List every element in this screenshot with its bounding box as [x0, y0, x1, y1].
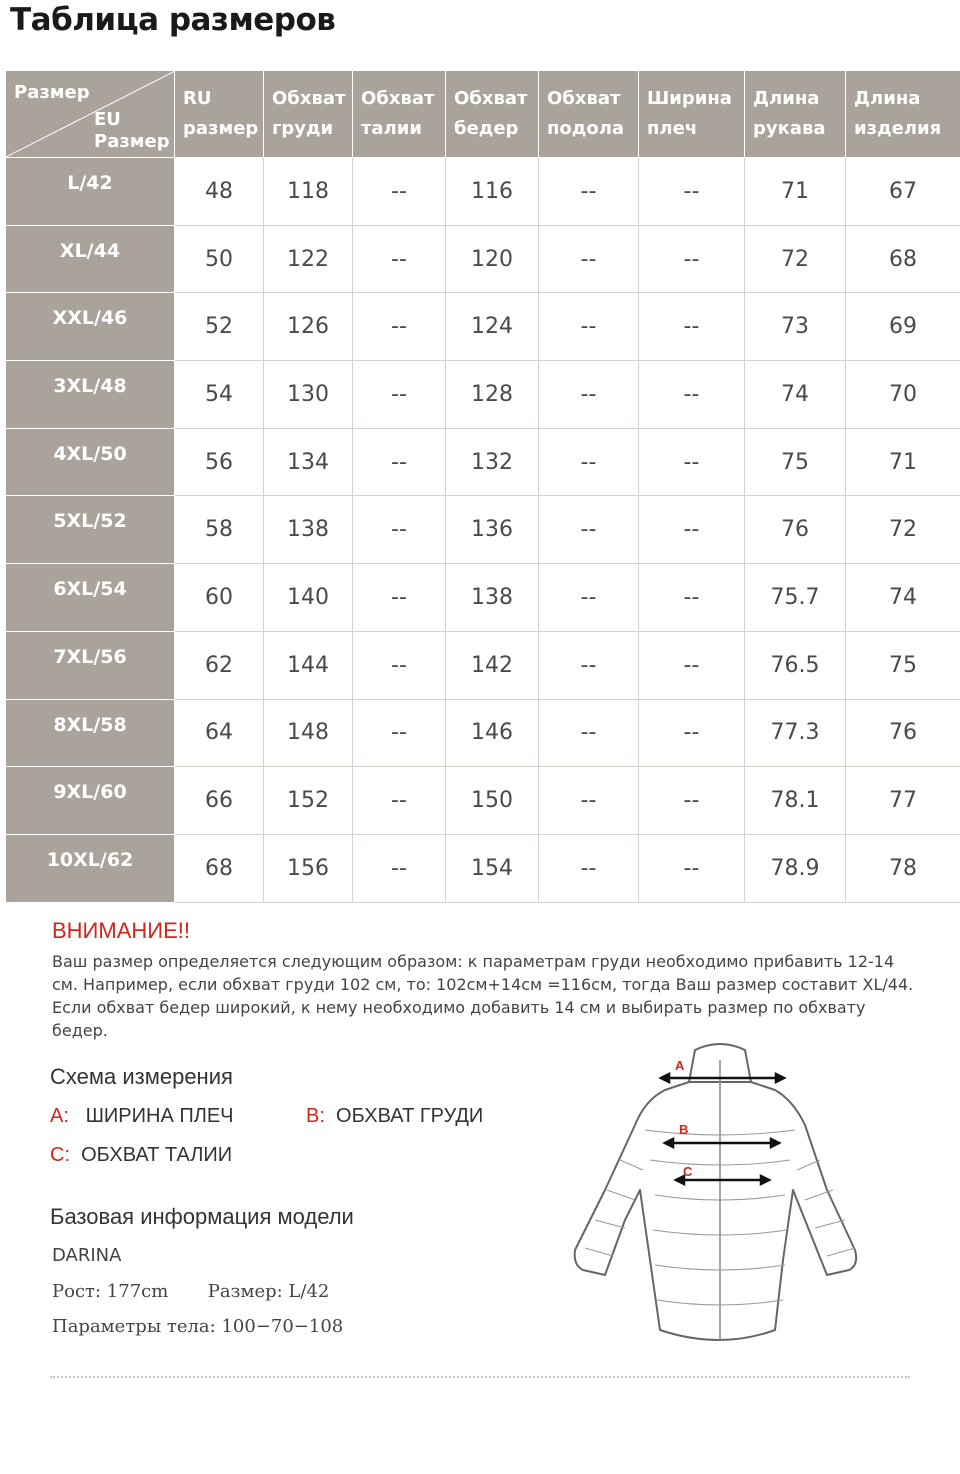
- table-row: [6, 361, 960, 429]
- shoulder-cell: --: [639, 225, 745, 293]
- model-title: Базовая информация модели: [50, 1204, 354, 1229]
- arrow-b-head-right: [771, 1139, 779, 1147]
- notice-block: [52, 918, 932, 1042]
- sleeve-cell: 71: [745, 158, 846, 226]
- table-row: [6, 158, 960, 226]
- arrow-a-head-right: [776, 1074, 784, 1082]
- sleeve-cell: 78.9: [745, 834, 846, 902]
- model-name: DARINA: [52, 1245, 122, 1266]
- hem-cell: --: [539, 428, 639, 496]
- table-row: [6, 834, 960, 902]
- chest-cell: 118: [264, 158, 353, 226]
- jacket-outline: [575, 1082, 856, 1340]
- header-hips: Обхват бедер: [446, 71, 539, 158]
- hem-cell: --: [539, 834, 639, 902]
- legend-b-label: ОБХВАТ ГРУДИ: [336, 1105, 484, 1127]
- hips-cell: 136: [446, 496, 539, 564]
- legend-c-letter: C:: [50, 1144, 70, 1166]
- size-cell: 7XL/56: [6, 631, 175, 699]
- hips-cell: 154: [446, 834, 539, 902]
- chest-cell: 156: [264, 834, 353, 902]
- hem-cell: --: [539, 564, 639, 632]
- params-value: 100−70−108: [221, 1316, 344, 1337]
- ru-cell: 48: [175, 158, 264, 226]
- chest-cell: 152: [264, 767, 353, 835]
- scheme-title: Схема измерения: [50, 1064, 233, 1089]
- length-cell: 68: [846, 225, 960, 293]
- shoulder-cell: --: [639, 631, 745, 699]
- size-cell: 6XL/54: [6, 564, 175, 632]
- legend-c-label: ОБХВАТ ТАЛИИ: [81, 1144, 233, 1166]
- size-cell: XXL/46: [6, 293, 175, 361]
- hips-cell: 150: [446, 767, 539, 835]
- sleeve-cell: 77.3: [745, 699, 846, 767]
- hips-cell: 132: [446, 428, 539, 496]
- table-row: [6, 225, 960, 293]
- chest-cell: 130: [264, 361, 353, 429]
- hem-cell: --: [539, 158, 639, 226]
- jacket-diagram: [565, 1030, 865, 1350]
- header-hem: Обхват подола: [539, 71, 639, 158]
- sleeve-cell: 78.1: [745, 767, 846, 835]
- header-length: Длина изделия: [846, 71, 960, 158]
- table-row: [6, 631, 960, 699]
- size-cell: 5XL/52: [6, 496, 175, 564]
- ru-cell: 62: [175, 631, 264, 699]
- size-cell: 8XL/58: [6, 699, 175, 767]
- chest-cell: 140: [264, 564, 353, 632]
- waist-cell: --: [353, 631, 446, 699]
- waist-cell: --: [353, 428, 446, 496]
- waist-cell: --: [353, 293, 446, 361]
- legend-a-label: ШИРИНА ПЛЕЧ: [85, 1105, 234, 1127]
- length-cell: 78: [846, 834, 960, 902]
- size-cell: 9XL/60: [6, 767, 175, 835]
- hips-cell: 128: [446, 361, 539, 429]
- ru-cell: 68: [175, 834, 264, 902]
- length-cell: 72: [846, 496, 960, 564]
- length-cell: 76: [846, 699, 960, 767]
- ru-cell: 64: [175, 699, 264, 767]
- model-params: [52, 1316, 343, 1337]
- marker-a: A: [675, 1058, 685, 1073]
- arrow-c-head-right: [761, 1176, 769, 1184]
- page-title: Таблица размеров: [10, 2, 336, 38]
- sleeve-quilt-right: [797, 1160, 855, 1256]
- shoulder-cell: --: [639, 496, 745, 564]
- chest-cell: 144: [264, 631, 353, 699]
- hips-cell: 138: [446, 564, 539, 632]
- length-cell: 74: [846, 564, 960, 632]
- shoulder-cell: --: [639, 699, 745, 767]
- shoulder-cell: --: [639, 293, 745, 361]
- legend-a-letter: A:: [50, 1105, 69, 1127]
- table-row: [6, 293, 960, 361]
- hem-cell: --: [539, 361, 639, 429]
- header-eu-label: EU Размер: [94, 109, 170, 152]
- table-header-row: [6, 71, 960, 158]
- sleeve-cell: 73: [745, 293, 846, 361]
- ru-cell: 56: [175, 428, 264, 496]
- legend-c: [50, 1144, 232, 1167]
- hips-cell: 120: [446, 225, 539, 293]
- length-cell: 75: [846, 631, 960, 699]
- legend-b: [306, 1105, 483, 1128]
- chest-cell: 134: [264, 428, 353, 496]
- waist-cell: --: [353, 158, 446, 226]
- size-cell: XL/44: [6, 225, 175, 293]
- table-row: [6, 428, 960, 496]
- chest-cell: 148: [264, 699, 353, 767]
- bottom-divider: [50, 1376, 910, 1378]
- waist-cell: --: [353, 225, 446, 293]
- sleeve-cell: 76: [745, 496, 846, 564]
- header-size-label: Размер: [14, 82, 90, 103]
- ru-cell: 52: [175, 293, 264, 361]
- marker-b: B: [679, 1122, 689, 1137]
- ru-cell: 54: [175, 361, 264, 429]
- shoulder-cell: --: [639, 834, 745, 902]
- ru-cell: 66: [175, 767, 264, 835]
- hem-cell: --: [539, 293, 639, 361]
- chest-cell: 138: [264, 496, 353, 564]
- hem-cell: --: [539, 699, 639, 767]
- length-cell: 67: [846, 158, 960, 226]
- sleeve-cell: 74: [745, 361, 846, 429]
- waist-cell: --: [353, 496, 446, 564]
- hem-cell: --: [539, 767, 639, 835]
- waist-cell: --: [353, 834, 446, 902]
- hem-cell: --: [539, 225, 639, 293]
- height-value: 177cm: [106, 1281, 169, 1302]
- params-label: Параметры тела:: [52, 1316, 216, 1337]
- header-waist: Обхват талии: [353, 71, 446, 158]
- table-row: [6, 564, 960, 632]
- ru-cell: 50: [175, 225, 264, 293]
- hips-cell: 146: [446, 699, 539, 767]
- hips-cell: 124: [446, 293, 539, 361]
- size-cell: 10XL/62: [6, 834, 175, 902]
- table-row: [6, 767, 960, 835]
- sleeve-cell: 75.7: [745, 564, 846, 632]
- waist-cell: --: [353, 699, 446, 767]
- marker-c: C: [683, 1164, 693, 1179]
- height-label: Рост:: [52, 1281, 102, 1302]
- header-sleeve: Длина рукава: [745, 71, 846, 158]
- size-cell: 3XL/48: [6, 361, 175, 429]
- length-cell: 71: [846, 428, 960, 496]
- shoulder-cell: --: [639, 564, 745, 632]
- table-row: [6, 496, 960, 564]
- waist-cell: --: [353, 767, 446, 835]
- table-row: [6, 699, 960, 767]
- size-table: [5, 70, 960, 903]
- chest-cell: 126: [264, 293, 353, 361]
- sleeve-quilt-left: [585, 1160, 643, 1256]
- arrow-a-head-left: [661, 1074, 669, 1082]
- hips-cell: 142: [446, 631, 539, 699]
- shoulder-cell: --: [639, 158, 745, 226]
- shoulder-cell: --: [639, 428, 745, 496]
- size-cell: L/42: [6, 158, 175, 226]
- length-cell: 70: [846, 361, 960, 429]
- waist-cell: --: [353, 361, 446, 429]
- sleeve-cell: 72: [745, 225, 846, 293]
- notice-text: Ваш размер определяется следующим образом: к параметрам груди необходимо прибавить 12-14 см. Например, если обхват груди 102 см, то: 102см+14см =116см, тогда Ваш размер составит XL/44. Если обхват бедер широкий, к нему необходимо добавить 14 см и выбирать размер по обхвату бедер.: [52, 952, 914, 1040]
- hips-cell: 116: [446, 158, 539, 226]
- header-shoulder: Ширина плеч: [639, 71, 745, 158]
- header-chest: Обхват груди: [264, 71, 353, 158]
- header-ru: RU размер: [175, 71, 264, 158]
- length-cell: 69: [846, 293, 960, 361]
- arrow-b-head-left: [665, 1139, 673, 1147]
- size-cell: 4XL/50: [6, 428, 175, 496]
- hem-cell: --: [539, 631, 639, 699]
- chest-cell: 122: [264, 225, 353, 293]
- shoulder-cell: --: [639, 767, 745, 835]
- sleeve-cell: 76.5: [745, 631, 846, 699]
- ru-cell: 60: [175, 564, 264, 632]
- shoulder-cell: --: [639, 361, 745, 429]
- size-value: L/42: [288, 1281, 330, 1302]
- ru-cell: 58: [175, 496, 264, 564]
- legend-a: [50, 1105, 234, 1128]
- size-label: Размер:: [207, 1281, 283, 1302]
- model-height-size: [52, 1281, 329, 1302]
- length-cell: 77: [846, 767, 960, 835]
- hem-cell: --: [539, 496, 639, 564]
- sleeve-cell: 75: [745, 428, 846, 496]
- header-size: [6, 71, 175, 158]
- waist-cell: --: [353, 564, 446, 632]
- legend-b-letter: B:: [306, 1105, 325, 1127]
- notice-title: ВНИМАНИЕ!!: [52, 918, 190, 943]
